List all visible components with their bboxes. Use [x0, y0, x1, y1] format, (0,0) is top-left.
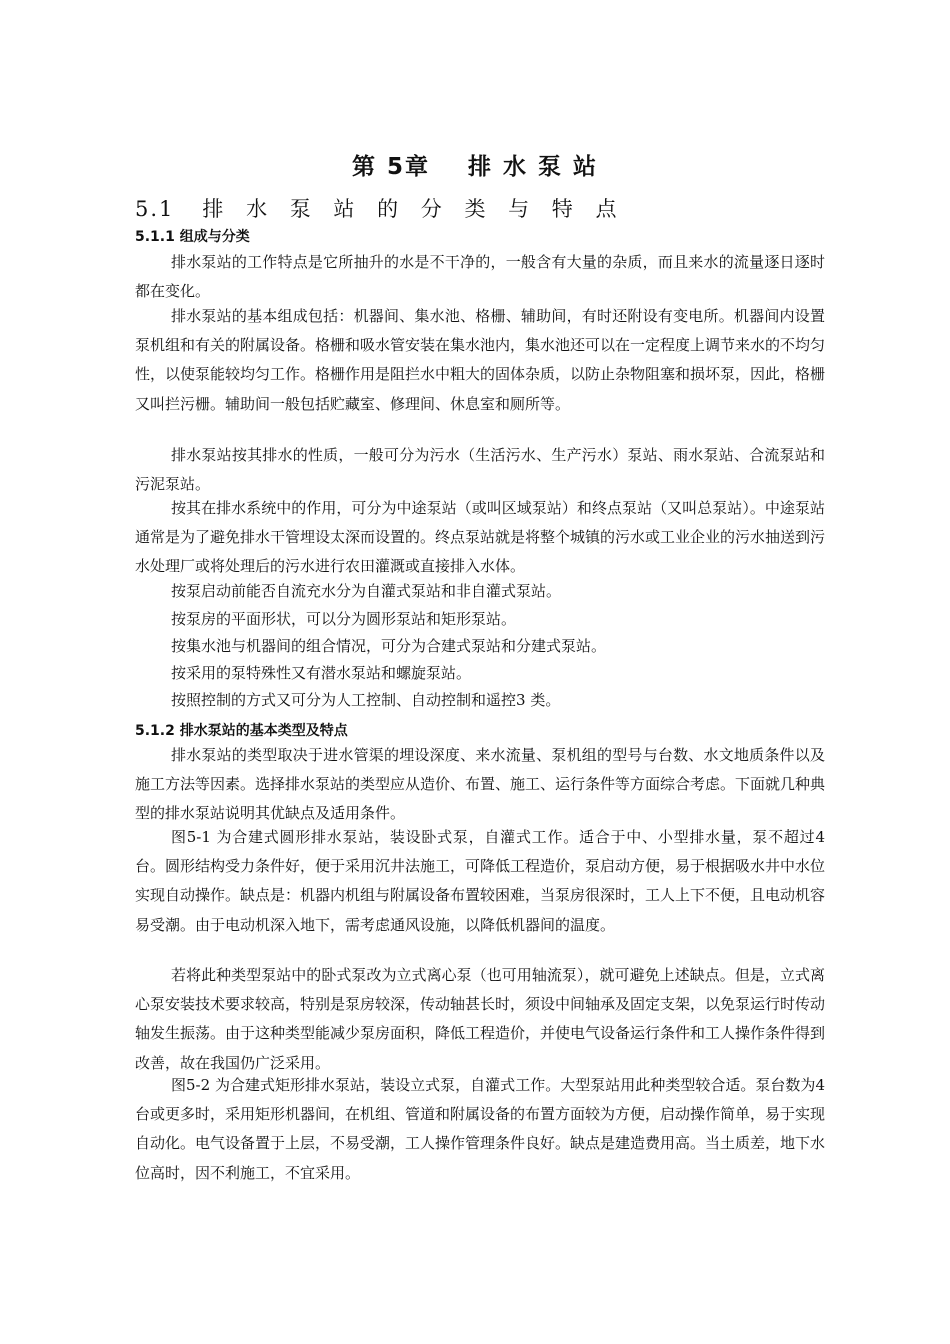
- paragraph: 按其在排水系统中的作用，可分为中途泵站（或叫区域泵站）和终点泵站（又叫总泵站）。中途泵站通常是为了避免排水干管埋设太深而设置的。终点泵站就是将整个城镇的污水或工业企业的污水抽送到污水处理厂或将处理后的污水进行农田灌溉或直接排入水体。: [135, 499, 826, 576]
- paragraph: 图5-1 为合建式圆形排水泵站，装设卧式泵，自灌式工作。适合于中、小型排水量，泵不超过4 台。圆形结构受力条件好，便于采用沉井法施工，可降低工程造价，泵启动方便，易于根据吸水井中水位实现自动操作。缺点是：机器内机组与附属设备布置较困难，当泵房很深时，工人上下不便，且电动机容易受潮。由于电动机深入地下，需考虑通风设施，以降低机器间的温度。: [135, 828, 826, 934]
- chapter-number: 第 5章: [351, 154, 430, 180]
- chapter-title: [0, 148, 950, 181]
- paragraph: 排水泵站的基本组成包括：机器间、集水池、格栅、辅助间，有时还附设有变电所。机器间内设置泵机组和有关的附属设备。格栅和吸水管安装在集水池内，集水池还可以在一定程度上调节来水的不均匀性，以使泵能较均匀工作。格栅作用是阻拦水中粗大的固体杂质，以防止杂物阻塞和损坏泵，因此，格栅又叫拦污栅。辅助间一般包括贮藏室、修理间、休息室和厕所等。: [135, 307, 826, 413]
- paragraph: 排水泵站的类型取决于进水管渠的埋设深度、来水流量、泵机组的型号与台数、水文地质条件以及施工方法等因素。选择排水泵站的类型应从造价、布置、施工、运行条件等方面综合考虑。下面就几种典型的排水泵站说明其优缺点及适用条件。: [135, 746, 826, 823]
- subsection-title: 5.1.2 排水泵站的基本类型及特点: [135, 723, 348, 739]
- paragraph: 排水泵站按其排水的性质，一般可分为污水（生活污水、生产污水）泵站、雨水泵站、合流泵站和污泥泵站。: [135, 446, 825, 494]
- paragraph: 按泵启动前能否自流充水分为自灌式泵站和非自灌式泵站。: [171, 582, 562, 600]
- section-heading: 排 水 泵 站 的 分 类 与 特 点: [202, 197, 625, 221]
- section-title: [135, 193, 624, 223]
- paragraph: 按照控制的方式又可分为人工控制、自动控制和遥控3 类。: [171, 691, 561, 709]
- paragraph: 按集水池与机器间的组合情况，可分为合建式泵站和分建式泵站。: [171, 637, 607, 655]
- section-number: 5.1: [135, 197, 175, 221]
- paragraph: 若将此种类型泵站中的卧式泵改为立式离心泵（也可用轴流泵），就可避免上述缺点。但是，立式离心泵安装技术要求较高，特别是泵房较深，传动轴甚长时，须设中间轴承及固定支架，以免泵运行时传动轴发生振荡。由于这种类型能减少泵房面积，降低工程造价，并使电气设备运行条件和工人操作条件得到改善，故在我国仍广泛采用。: [135, 966, 826, 1072]
- paragraph: 排水泵站的工作特点是它所抽升的水是不干净的，一般含有大量的杂质，而且来水的流量逐日逐时都在变化。: [135, 253, 825, 301]
- paragraph: 图5-2 为合建式矩形排水泵站，装设立式泵，自灌式工作。大型泵站用此种类型较合适。泵台数为4 台或更多时，采用矩形机器间，在机组、管道和附属设备的布置方面较为方便，启动操作简单，易于实现自动化。电气设备置于上层，不易受潮，工人操作管理条件良好。缺点是建造费用高。当土质差，地下水位高时，因不利施工，不宜采用。: [135, 1076, 826, 1182]
- subsection-title: 5.1.1 组成与分类: [135, 229, 250, 245]
- chapter-name: 排 水 泵 站: [467, 154, 599, 180]
- paragraph: 按泵房的平面形状，可以分为圆形泵站和矩形泵站。: [171, 610, 517, 628]
- paragraph: 按采用的泵特殊性又有潜水泵站和螺旋泵站。: [171, 664, 472, 682]
